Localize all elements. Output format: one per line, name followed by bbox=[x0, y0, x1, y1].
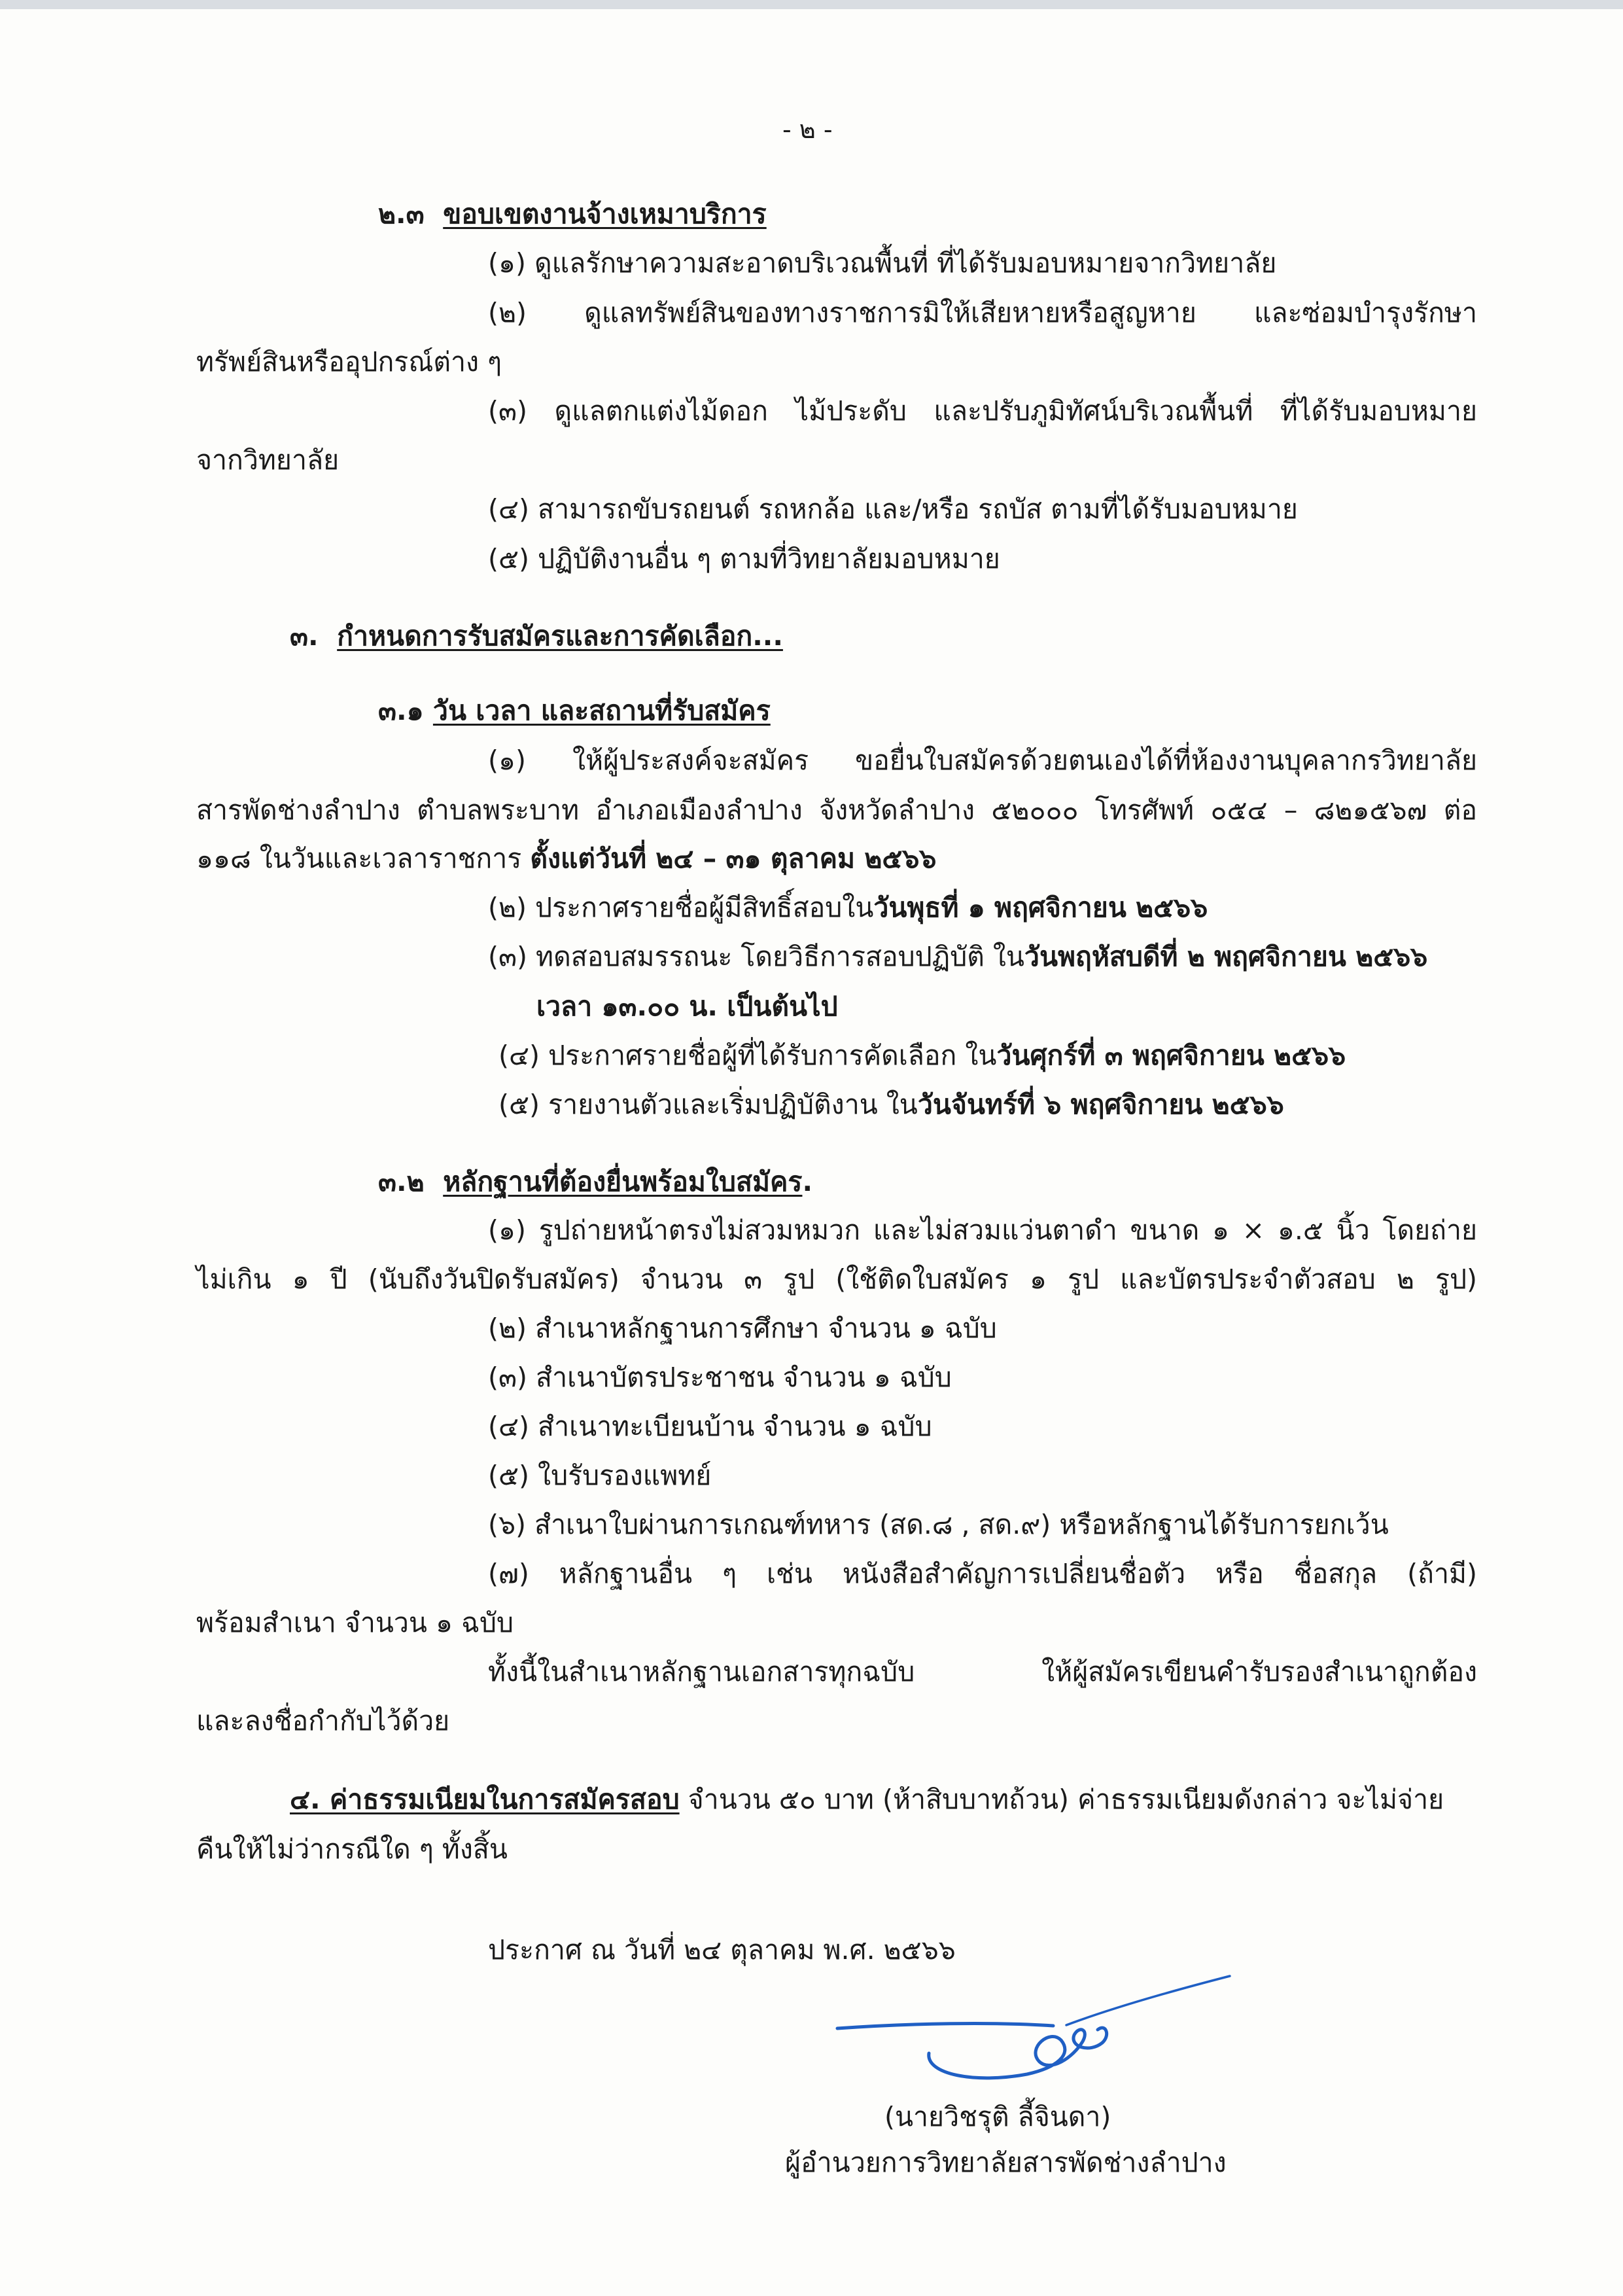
s31-item-4-date: วันศุกร์ที่ ๓ พฤศจิกายน ๒๕๖๖ bbox=[996, 1040, 1346, 1071]
section-3-1-number: ๓.๑ bbox=[378, 695, 424, 726]
section-2-3-heading bbox=[378, 194, 767, 234]
s31-item-5-text: (๕) รายงานตัวและเริ่มปฏิบัติงาน ใน bbox=[498, 1089, 918, 1120]
s32-item-6: (๖) สำเนาใบผ่านการเกณฑ์ทหาร (สด.๘ , สด.๙) หรือหลักฐานได้รับการยกเว้น bbox=[488, 1509, 1389, 1540]
section-3-2-heading bbox=[378, 1162, 812, 1201]
s32-item-7-line2: พร้อมสำเนา จำนวน ๑ ฉบับ bbox=[196, 1607, 514, 1638]
s31-item-5-date: วันจันทร์ที่ ๖ พฤศจิกายน ๒๕๖๖ bbox=[917, 1089, 1284, 1120]
section-4-title: ๔. ค่าธรรมเนียมในการสมัครสอบ bbox=[290, 1784, 680, 1815]
s31-item-2-text: (๒) ประกาศรายชื่อผู้มีสิทธิ์สอบใน bbox=[488, 892, 874, 923]
section-3-1-heading bbox=[378, 691, 771, 730]
s23-item-3-line2: จากวิทยาลัย bbox=[196, 444, 340, 476]
s31-item-1-period: ตั้งแต่วันที่ ๒๔ – ๓๑ ตุลาคม ๒๕๖๖ bbox=[530, 843, 937, 874]
s23-item-4: (๔) สามารถขับรถยนต์ รถหกล้อ และ/หรือ รถบัส ตามที่ได้รับมอบหมาย bbox=[488, 493, 1298, 525]
s31-item-1-line2: สารพัดช่างลำปาง ตำบลพระบาท อำเภอเมืองลำปาง จังหวัดลำปาง ๕๒๐๐๐ โทรศัพท์ ๐๕๔ – ๘๒๑๕๖๗ ต่อ bbox=[196, 794, 1477, 826]
s32-item-2: (๒) สำเนาหลักฐานการศึกษา จำนวน ๑ ฉบับ bbox=[488, 1313, 997, 1344]
s32-note-line1: ทั้งนี้ในสำเนาหลักฐานเอกสารทุกฉบับ ให้ผู้สมัครเขียนคำรับรองสำเนาถูกต้อง bbox=[488, 1656, 1477, 1687]
s23-item-2-line1: (๒) ดูแลทรัพย์สินของทางราชการมิให้เสียหายหรือสูญหาย และซ่อมบำรุงรักษา bbox=[488, 297, 1477, 328]
section-3-1-title: วัน เวลา และสถานที่รับสมัคร bbox=[432, 695, 771, 726]
section-3-2-title: หลักฐานที่ต้องยื่นพร้อมใบสมัคร bbox=[443, 1166, 803, 1197]
s32-note-line2: และลงชื่อกำกับไว้ด้วย bbox=[196, 1705, 450, 1737]
section-4-text: จำนวน ๕๐ บาท (ห้าสิบบาทถ้วน) ค่าธรรมเนียมดังกล่าว จะไม่จ่าย bbox=[679, 1784, 1444, 1815]
section-4-line2: คืนให้ไม่ว่ากรณีใด ๆ ทั้งสิ้น bbox=[196, 1833, 508, 1865]
s31-item-3-text: (๓) ทดสอบสมรรถนะ โดยวิธีการสอบปฏิบัติ ใน bbox=[488, 941, 1024, 972]
s31-item-2 bbox=[488, 888, 1208, 927]
section-2-3-number: ๒.๓ bbox=[378, 198, 425, 230]
s31-item-2-date: วันพุธที่ ๑ พฤศจิกายน ๒๕๖๖ bbox=[873, 892, 1208, 923]
s23-item-1: (๑) ดูแลรักษาความสะอาดบริเวณพื้นที่ ที่ได้รับมอบหมายจากวิทยาลัย bbox=[488, 247, 1277, 279]
s32-item-1-line2: ไม่เกิน ๑ ปี (นับถึงวันปิดรับสมัคร) จำนวน ๓ รูป (ใช้ติดใบสมัคร ๑ รูป และบัตรประจำตัวสอบ ๒ รูป) bbox=[196, 1263, 1477, 1295]
s31-item-3-time: เวลา ๑๓.๐๐ น. เป็นต้นไป bbox=[536, 991, 838, 1022]
section-3-title: กำหนดการรับสมัครและการคัดเลือก... bbox=[337, 620, 783, 652]
s32-item-7-line1: (๗) หลักฐานอื่น ๆ เช่น หนังสือสำคัญการเปลี่ยนชื่อตัว หรือ ชื่อสกุล (ถ้ามี) bbox=[488, 1558, 1477, 1589]
section-3-number: ๓. bbox=[290, 620, 319, 652]
s32-item-3: (๓) สำเนาบัตรประชาชน จำนวน ๑ ฉบับ bbox=[488, 1362, 952, 1393]
s23-item-2-line2: ทรัพย์สินหรืออุปกรณ์ต่าง ๆ bbox=[196, 346, 502, 378]
s23-item-3-line1: (๓) ดูแลตกแต่งไม้ดอก ไม้ประดับ และปรับภูมิทัศน์บริเวณพื้นที่ ที่ได้รับมอบหมาย bbox=[488, 395, 1477, 427]
section-2-3-title: ขอบเขตงานจ้างเหมาบริการ bbox=[443, 198, 767, 230]
s23-item-5: (๕) ปฏิบัติงานอื่น ๆ ตามที่วิทยาลัยมอบหมาย bbox=[488, 543, 1000, 574]
s31-item-3 bbox=[488, 937, 1427, 976]
s31-item-1-line3 bbox=[196, 839, 936, 878]
s31-item-5 bbox=[498, 1085, 1284, 1124]
section-3-2-number: ๓.๒ bbox=[378, 1166, 425, 1197]
signature-image bbox=[831, 1969, 1249, 2100]
section-4-line1 bbox=[290, 1780, 1444, 1819]
section-3-heading bbox=[290, 616, 783, 656]
section-3-2-period: . bbox=[802, 1166, 813, 1197]
s32-item-5: (๕) ใบรับรองแพทย์ bbox=[488, 1460, 712, 1491]
s31-item-4 bbox=[498, 1036, 1346, 1075]
announcement-date: ประกาศ ณ วันที่ ๒๔ ตุลาคม พ.ศ. ๒๕๖๖ bbox=[488, 1934, 956, 1966]
s31-item-3-date: วันพฤหัสบดีที่ ๒ พฤศจิกายน ๒๕๖๖ bbox=[1024, 941, 1428, 972]
s31-item-4-text: (๔) ประกาศรายชื่อผู้ที่ได้รับการคัดเลือก ใน bbox=[498, 1040, 997, 1071]
s31-item-1-hours: ๑๑๘ ในวันและเวลาราชการ bbox=[196, 843, 531, 874]
signer-title: ผู้อำนวยการวิทยาลัยสารพัดช่างลำปาง bbox=[785, 2147, 1227, 2178]
s32-item-1-line1: (๑) รูปถ่ายหน้าตรงไม่สวมหมวก และไม่สวมแว่นตาดำ ขนาด ๑ × ๑.๕ นิ้ว โดยถ่าย bbox=[488, 1214, 1477, 1246]
page-number: - ๒ - bbox=[782, 115, 833, 144]
signer-name: (นายวิชรุติ ลี้จินดา) bbox=[884, 2101, 1111, 2132]
s31-item-1-line1: (๑) ให้ผู้ประสงค์จะสมัคร ขอยื่นใบสมัครด้วยตนเองได้ที่ห้องงานบุคลากรวิทยาลัย bbox=[488, 745, 1477, 776]
s32-item-4: (๔) สำเนาทะเบียนบ้าน จำนวน ๑ ฉบับ bbox=[488, 1411, 932, 1442]
scan-top-edge bbox=[0, 0, 1623, 9]
